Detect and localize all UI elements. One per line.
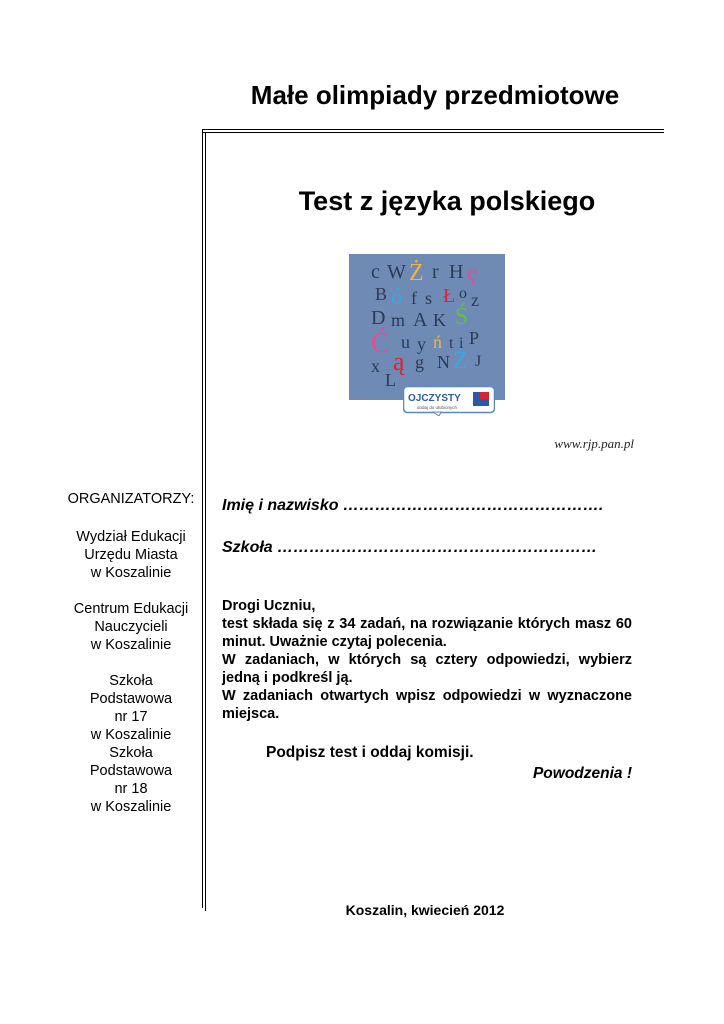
- organizer-line: Podstawowa: [89, 763, 173, 779]
- logo-letter: A: [413, 309, 428, 331]
- logo-letter: f: [411, 288, 417, 308]
- logo-letter: Ż: [409, 260, 424, 286]
- logo-letter: Ć: [371, 328, 390, 359]
- instructions-greeting: Drogi Uczniu,: [222, 598, 316, 614]
- organizer-2: [60, 600, 202, 654]
- test-title: Test z języka polskiego: [298, 186, 596, 216]
- instructions-line: test składa się z 34 zadań, na rozwiązanie których masz 60 minut. Uważnie czytaj polecenia.: [222, 616, 632, 650]
- logo-letter: N: [437, 352, 450, 372]
- logo-letter: ą: [393, 347, 405, 376]
- logo-letter: J: [475, 353, 482, 370]
- logo-letter: s: [425, 288, 433, 308]
- logo-letter: ę: [467, 260, 478, 286]
- top-rule: [202, 129, 664, 130]
- good-luck-text: Powodzenia !: [532, 765, 632, 782]
- organizer-line: Szkoła: [109, 745, 153, 761]
- organizer-line: w Koszalinie: [90, 565, 172, 581]
- logo-letter: K: [433, 310, 446, 330]
- logo-letter: c: [371, 261, 380, 283]
- page-header-title: Małe olimpiady przedmiotowe: [250, 80, 620, 110]
- logo-letter: W: [387, 261, 406, 283]
- organizer-line: Nauczycieli: [94, 619, 168, 635]
- logo-letter: o: [459, 285, 467, 302]
- organizer-line: w Koszalinie: [90, 637, 172, 653]
- logo-letter: r: [432, 261, 439, 283]
- logo-letter: H: [449, 261, 464, 283]
- logo-letter: u: [401, 332, 410, 352]
- top-rule-2: [202, 132, 664, 133]
- organizer-3: [60, 672, 202, 744]
- footer-place-date: Koszalin, kwiecień 2012: [345, 902, 505, 918]
- logo-letter: Ś: [455, 304, 469, 330]
- organizer-line: Wydział Edukacji: [76, 529, 186, 545]
- letters-logo-graphic: [349, 254, 505, 400]
- logo-letter: i: [459, 335, 464, 352]
- instructions-line: W zadaniach otwartych wpisz odpowiedzi w wyznaczone miejsca.: [222, 688, 632, 722]
- instructions-block: [222, 597, 632, 723]
- left-rule-2: [205, 133, 206, 911]
- logo-letter: ó: [391, 284, 402, 309]
- badge-text: OJCZYSTY: [408, 393, 461, 404]
- organizer-line: w Koszalinie: [90, 799, 172, 815]
- logo-letter: y: [417, 334, 426, 354]
- ojczysty-badge: [403, 386, 495, 416]
- badge-subtext: dodaj do ulubionych: [417, 405, 458, 410]
- organizer-4: [60, 744, 202, 816]
- logo-letter: m: [391, 310, 406, 330]
- logo-letter: D: [371, 307, 386, 329]
- organizer-line: nr 17: [114, 709, 148, 725]
- logo-letter: ń: [433, 332, 442, 352]
- logo-letter: L: [385, 370, 396, 390]
- organizer-line: Podstawowa: [89, 691, 173, 707]
- logo-letter: z: [471, 290, 479, 310]
- organizer-line: nr 18: [114, 781, 148, 797]
- logo-letter: P: [469, 328, 480, 348]
- organizer-line: Centrum Edukacji: [73, 601, 189, 617]
- organizer-line: Urzędu Miasta: [84, 547, 178, 563]
- organizers-column: [60, 490, 202, 834]
- organizer-1: [60, 528, 202, 582]
- logo-letter: t: [449, 335, 454, 352]
- logo-letter: B: [375, 284, 388, 304]
- logo-letter: Ł: [443, 285, 456, 307]
- sign-instruction: Podpisz test i oddaj komisji.: [266, 744, 474, 761]
- logo-letter: x: [371, 356, 380, 376]
- logo-letter: Ż: [453, 348, 468, 374]
- website-link[interactable]: www.rjp.pan.pl: [554, 436, 634, 451]
- organizer-line: w Koszalinie: [90, 727, 172, 743]
- school-field[interactable]: Szkoła ……………………………………………………: [222, 539, 598, 556]
- logo-letter: g: [415, 352, 424, 372]
- left-rule: [202, 130, 203, 908]
- organizer-line: Szkoła: [109, 673, 153, 689]
- name-field[interactable]: Imię i nazwisko ………………………………………….: [222, 497, 604, 514]
- instructions-line: W zadaniach, w których są cztery odpowiedzi, wybierz jedną i podkreśl ją.: [222, 652, 632, 686]
- letters-logo-image: [349, 254, 505, 400]
- organizers-title: ORGANIZATORZY:: [67, 491, 195, 507]
